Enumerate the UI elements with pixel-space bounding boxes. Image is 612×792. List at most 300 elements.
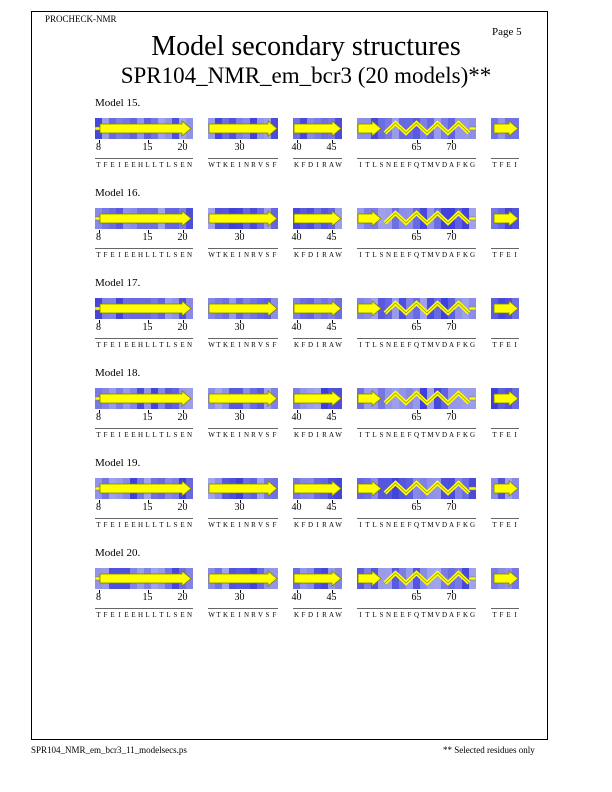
residue-number: 30	[234, 142, 245, 153]
residue-letter: T	[216, 161, 221, 169]
residue-number: 65	[411, 232, 422, 243]
strand-arrow	[494, 301, 518, 316]
sequence-rule	[491, 428, 519, 429]
residue-letter: R	[322, 611, 327, 619]
residue-letter: I	[316, 341, 319, 349]
segment	[95, 298, 193, 349]
residue-letter: E	[400, 341, 405, 349]
segment	[357, 478, 476, 529]
residue-letter: T	[492, 431, 497, 439]
residue-letter: D	[441, 521, 448, 529]
residue-letter: F	[103, 431, 108, 439]
residue-letter: K	[222, 521, 229, 529]
residue-letter: L	[145, 251, 150, 259]
residue-letter: W	[335, 521, 342, 529]
coil-line	[469, 577, 476, 580]
residue-letter: W	[335, 161, 342, 169]
strand-arrow	[100, 301, 191, 316]
residue-number: 15	[142, 592, 153, 603]
sequence-text	[491, 431, 519, 439]
residue-number: 40	[291, 232, 302, 243]
residue-number: 20	[177, 502, 188, 513]
residue-letter: K	[222, 161, 229, 169]
residue-letter: R	[322, 431, 327, 439]
segment	[491, 208, 519, 259]
residue-letter: S	[379, 611, 384, 619]
residue-letter: E	[124, 521, 129, 529]
sequence-text	[357, 521, 476, 529]
residue-letter: W	[208, 341, 215, 349]
residue-letter: R	[322, 521, 327, 529]
residue-letter: L	[372, 161, 377, 169]
residue-letter: D	[307, 431, 314, 439]
helix-ribbon	[385, 393, 469, 403]
residue-letter: F	[103, 251, 108, 259]
residue-letter: S	[265, 611, 270, 619]
residue-number: 30	[234, 592, 245, 603]
coil-line	[469, 487, 476, 490]
residue-number: 15	[142, 322, 153, 333]
residue-letter: I	[514, 161, 517, 169]
secondary-structure-shape	[293, 298, 342, 319]
residue-letter: R	[251, 251, 256, 259]
residue-letter: R	[322, 341, 327, 349]
residue-letter: H	[137, 341, 144, 349]
residue-number: 65	[411, 322, 422, 333]
sequence-text	[95, 611, 193, 619]
residue-letter: T	[96, 521, 101, 529]
residue-letter: W	[208, 251, 215, 259]
residue-letter: I	[118, 341, 121, 349]
residue-letter: S	[173, 161, 178, 169]
program-name: PROCHECK-NMR	[45, 14, 117, 24]
residue-letter: N	[186, 431, 193, 439]
sequence-rule	[208, 428, 278, 429]
residue-letter: E	[400, 431, 405, 439]
model-label: Model 15.	[95, 97, 141, 109]
residue-letter: I	[514, 611, 517, 619]
residue-letter: W	[208, 161, 215, 169]
residue-letter: L	[152, 611, 157, 619]
segment	[291, 298, 342, 349]
residue-letter: A	[328, 341, 335, 349]
residue-letter: V	[434, 521, 441, 529]
sequence-text	[208, 521, 278, 529]
residue-number: 45	[326, 142, 337, 153]
sequence-rule	[357, 338, 476, 339]
secondary-structure-shape	[95, 568, 193, 589]
residue-letter: I	[118, 431, 121, 439]
sequence-text	[293, 161, 342, 169]
residue-letter: K	[462, 341, 469, 349]
residue-letter: S	[379, 341, 384, 349]
residue-number: 70	[446, 232, 457, 243]
residue-letter: D	[441, 611, 448, 619]
secondary-structure-shape	[208, 388, 278, 409]
residue-letter: A	[448, 161, 455, 169]
residue-letter: I	[514, 431, 517, 439]
helix-ribbon	[385, 213, 469, 223]
residue-number: 15	[142, 232, 153, 243]
residue-letter: V	[257, 521, 264, 529]
residue-letter: E	[131, 431, 136, 439]
residue-letter: F	[456, 521, 461, 529]
residue-letter: E	[400, 521, 405, 529]
residue-letter: A	[448, 521, 455, 529]
residue-letter: T	[96, 341, 101, 349]
residue-letter: D	[441, 341, 448, 349]
residue-letter: T	[421, 341, 426, 349]
residue-letter: A	[328, 521, 335, 529]
residue-letter: K	[293, 161, 300, 169]
residue-number: 20	[177, 592, 188, 603]
segment	[95, 478, 193, 529]
segment	[491, 118, 519, 169]
residue-letter: F	[272, 341, 277, 349]
residue-letter: D	[307, 611, 314, 619]
residue-letter: T	[421, 251, 426, 259]
residue-letter: T	[159, 431, 164, 439]
sequence-text	[208, 611, 278, 619]
residue-number: 45	[326, 592, 337, 603]
residue-letter: M	[427, 341, 434, 349]
strand-arrow	[294, 211, 341, 226]
residue-letter: S	[265, 341, 270, 349]
residue-letter: L	[145, 521, 150, 529]
strand-arrow	[494, 391, 518, 406]
residue-letter: E	[131, 161, 136, 169]
helix-ribbon	[385, 123, 469, 133]
segment	[208, 298, 278, 349]
residue-letter: I	[359, 161, 362, 169]
sequence-text	[491, 251, 519, 259]
residue-letter: L	[145, 431, 150, 439]
residue-letter: S	[173, 611, 178, 619]
residue-number: 20	[177, 232, 188, 243]
residue-letter: E	[393, 161, 398, 169]
residue-letter: L	[372, 251, 377, 259]
sequence-text	[95, 521, 193, 529]
helix-ribbon	[385, 483, 469, 493]
residue-number: 30	[234, 232, 245, 243]
residue-letter: I	[118, 161, 121, 169]
residue-letter: N	[243, 341, 250, 349]
sequence-text	[293, 251, 342, 259]
sequence-rule	[95, 248, 193, 249]
sequence-rule	[95, 518, 193, 519]
residue-letter: H	[137, 161, 144, 169]
residue-number: 15	[142, 142, 153, 153]
helix-ribbon	[385, 303, 469, 313]
model-block	[0, 187, 612, 277]
residue-letter: N	[385, 431, 392, 439]
residue-letter: W	[335, 611, 342, 619]
residue-letter: L	[152, 341, 157, 349]
residue-letter: T	[216, 341, 221, 349]
footer-note: ** Selected residues only	[443, 745, 535, 755]
residue-letter: M	[427, 611, 434, 619]
residue-letter: N	[186, 611, 193, 619]
residue-letter: T	[492, 341, 497, 349]
residue-letter: E	[124, 341, 129, 349]
residue-number: 70	[446, 322, 457, 333]
residue-letter: I	[316, 161, 319, 169]
secondary-structure-shape	[357, 118, 476, 139]
residue-letter: W	[335, 341, 342, 349]
residue-letter: K	[462, 161, 469, 169]
residue-letter: F	[301, 251, 306, 259]
residue-letter: T	[159, 161, 164, 169]
secondary-structure-shape	[491, 478, 519, 499]
residue-letter: T	[96, 251, 101, 259]
strand-arrow	[209, 211, 277, 226]
strand-arrow	[209, 481, 277, 496]
footer-filename: SPR104_NMR_em_bcr3_11_modelsecs.ps	[31, 745, 187, 755]
residue-letter: T	[365, 161, 370, 169]
strand-arrow	[294, 391, 341, 406]
secondary-structure-shape	[208, 298, 278, 319]
segment	[208, 568, 278, 619]
residue-letter: N	[243, 431, 250, 439]
sequence-rule	[357, 428, 476, 429]
residue-letter: F	[272, 611, 277, 619]
segment	[208, 478, 278, 529]
residue-letter: N	[385, 521, 392, 529]
segment	[357, 208, 476, 259]
sequence-text	[491, 521, 519, 529]
residue-letter: T	[421, 611, 426, 619]
model-block	[0, 547, 612, 637]
sequence-rule	[293, 248, 342, 249]
model-label: Model 18.	[95, 367, 141, 379]
residue-letter: T	[492, 161, 497, 169]
residue-letter: D	[307, 341, 314, 349]
residue-letter: I	[238, 431, 241, 439]
residue-letter: T	[365, 431, 370, 439]
residue-letter: S	[265, 161, 270, 169]
residue-letter: F	[499, 251, 504, 259]
residue-letter: T	[365, 521, 370, 529]
strand-arrow	[209, 571, 277, 586]
secondary-structure-shape	[293, 388, 342, 409]
residue-letter: F	[103, 161, 108, 169]
strand-arrow	[100, 571, 191, 586]
residue-letter: E	[393, 611, 398, 619]
sequence-rule	[293, 158, 342, 159]
residue-letter: W	[208, 431, 215, 439]
residue-letter: F	[301, 161, 306, 169]
residue-letter: L	[152, 521, 157, 529]
sequence-rule	[95, 428, 193, 429]
residue-letter: V	[257, 611, 264, 619]
sequence-rule	[95, 158, 193, 159]
residue-letter: E	[180, 611, 185, 619]
residue-letter: Q	[413, 161, 420, 169]
residue-letter: I	[316, 431, 319, 439]
residue-number: 65	[411, 592, 422, 603]
sequence-rule	[491, 248, 519, 249]
segment	[291, 208, 342, 259]
residue-number: 20	[177, 412, 188, 423]
residue-number: 20	[177, 322, 188, 333]
sequence-rule	[208, 518, 278, 519]
residue-letter: I	[238, 611, 241, 619]
secondary-structure-shape	[95, 118, 193, 139]
coil-line	[469, 127, 476, 130]
sequence-text	[208, 431, 278, 439]
secondary-structure-shape	[357, 568, 476, 589]
residue-letter: E	[124, 431, 129, 439]
residue-letter: L	[166, 431, 171, 439]
residue-letter: S	[265, 431, 270, 439]
strand-arrow	[358, 301, 381, 316]
residue-letter: N	[385, 161, 392, 169]
residue-letter: N	[243, 611, 250, 619]
model-block	[0, 367, 612, 457]
residue-letter: L	[145, 161, 150, 169]
residue-number: 45	[326, 232, 337, 243]
residue-letter: H	[137, 611, 144, 619]
residue-letter: E	[393, 521, 398, 529]
residue-number: 45	[326, 412, 337, 423]
secondary-structure-shape	[491, 388, 519, 409]
residue-letter: N	[243, 521, 250, 529]
residue-letter: E	[400, 161, 405, 169]
residue-letter: N	[186, 521, 193, 529]
residue-letter: H	[137, 431, 144, 439]
residue-letter: E	[110, 611, 115, 619]
sequence-rule	[357, 608, 476, 609]
strand-arrow	[209, 301, 277, 316]
sequence-rule	[208, 338, 278, 339]
strand-arrow	[100, 391, 191, 406]
secondary-structure-shape	[357, 298, 476, 319]
residue-number: 40	[291, 322, 302, 333]
residue-letter: L	[166, 161, 171, 169]
residue-letter: E	[393, 431, 398, 439]
secondary-structure-shape	[491, 298, 519, 319]
residue-number: 20	[177, 142, 188, 153]
residue-letter: K	[293, 611, 300, 619]
residue-letter: I	[118, 521, 121, 529]
residue-letter: I	[316, 611, 319, 619]
secondary-structure-shape	[491, 208, 519, 229]
residue-letter: E	[506, 341, 511, 349]
residue-letter: H	[137, 521, 144, 529]
residue-number: 40	[291, 502, 302, 513]
residue-letter: E	[110, 341, 115, 349]
residue-letter: A	[328, 611, 335, 619]
residue-letter: A	[448, 251, 455, 259]
residue-letter: I	[359, 251, 362, 259]
residue-letter: N	[186, 341, 193, 349]
segment	[291, 478, 342, 529]
residue-letter: L	[152, 251, 157, 259]
residue-letter: L	[145, 611, 150, 619]
secondary-structure-shape	[95, 388, 193, 409]
sequence-text	[491, 161, 519, 169]
residue-letter: E	[131, 521, 136, 529]
residue-number: 30	[234, 412, 245, 423]
strand-arrow	[294, 121, 341, 136]
residue-number: 70	[446, 502, 457, 513]
coil-line	[469, 217, 476, 220]
residue-letter: V	[257, 431, 264, 439]
residue-letter: E	[230, 611, 235, 619]
residue-number: 8	[96, 412, 101, 423]
residue-letter: G	[469, 611, 476, 619]
residue-number: 65	[411, 142, 422, 153]
residue-letter: L	[372, 431, 377, 439]
residue-letter: L	[152, 431, 157, 439]
strand-arrow	[494, 481, 518, 496]
strand-arrow	[209, 121, 277, 136]
residue-letter: E	[230, 431, 235, 439]
residue-letter: M	[427, 521, 434, 529]
residue-letter: K	[462, 251, 469, 259]
residue-letter: L	[372, 611, 377, 619]
residue-letter: E	[110, 521, 115, 529]
residue-letter: Q	[413, 341, 420, 349]
sequence-text	[95, 341, 193, 349]
residue-letter: L	[166, 251, 171, 259]
residue-number: 30	[234, 502, 245, 513]
segment	[491, 388, 519, 439]
residue-letter: E	[110, 431, 115, 439]
residue-letter: F	[103, 341, 108, 349]
residue-letter: E	[230, 521, 235, 529]
residue-letter: F	[499, 431, 504, 439]
residue-letter: D	[441, 251, 448, 259]
residue-letter: F	[456, 611, 461, 619]
helix-ribbon	[385, 573, 469, 583]
residue-letter: T	[96, 161, 101, 169]
strand-arrow	[294, 301, 341, 316]
residue-letter: E	[124, 251, 129, 259]
residue-letter: D	[441, 431, 448, 439]
residue-letter: I	[238, 521, 241, 529]
residue-letter: D	[307, 161, 314, 169]
sequence-text	[208, 161, 278, 169]
residue-number: 45	[326, 502, 337, 513]
residue-letter: L	[145, 341, 150, 349]
residue-letter: A	[328, 431, 335, 439]
residue-letter: T	[216, 521, 221, 529]
model-block	[0, 277, 612, 367]
strand-arrow	[100, 481, 191, 496]
residue-letter: E	[506, 431, 511, 439]
secondary-structure-shape	[357, 208, 476, 229]
sequence-text	[357, 431, 476, 439]
residue-letter: T	[216, 431, 221, 439]
residue-number: 45	[326, 322, 337, 333]
sequence-text	[293, 611, 342, 619]
sequence-text	[357, 161, 476, 169]
residue-letter: E	[400, 251, 405, 259]
strand-arrow	[358, 571, 381, 586]
sequence-rule	[491, 158, 519, 159]
secondary-structure-shape	[357, 478, 476, 499]
residue-letter: F	[407, 251, 412, 259]
residue-letter: D	[307, 521, 314, 529]
residue-letter: A	[448, 341, 455, 349]
residue-letter: R	[251, 521, 256, 529]
residue-letter: R	[322, 251, 327, 259]
residue-letter: N	[186, 161, 193, 169]
residue-letter: I	[238, 341, 241, 349]
residue-letter: V	[257, 161, 264, 169]
strand-arrow	[358, 121, 381, 136]
